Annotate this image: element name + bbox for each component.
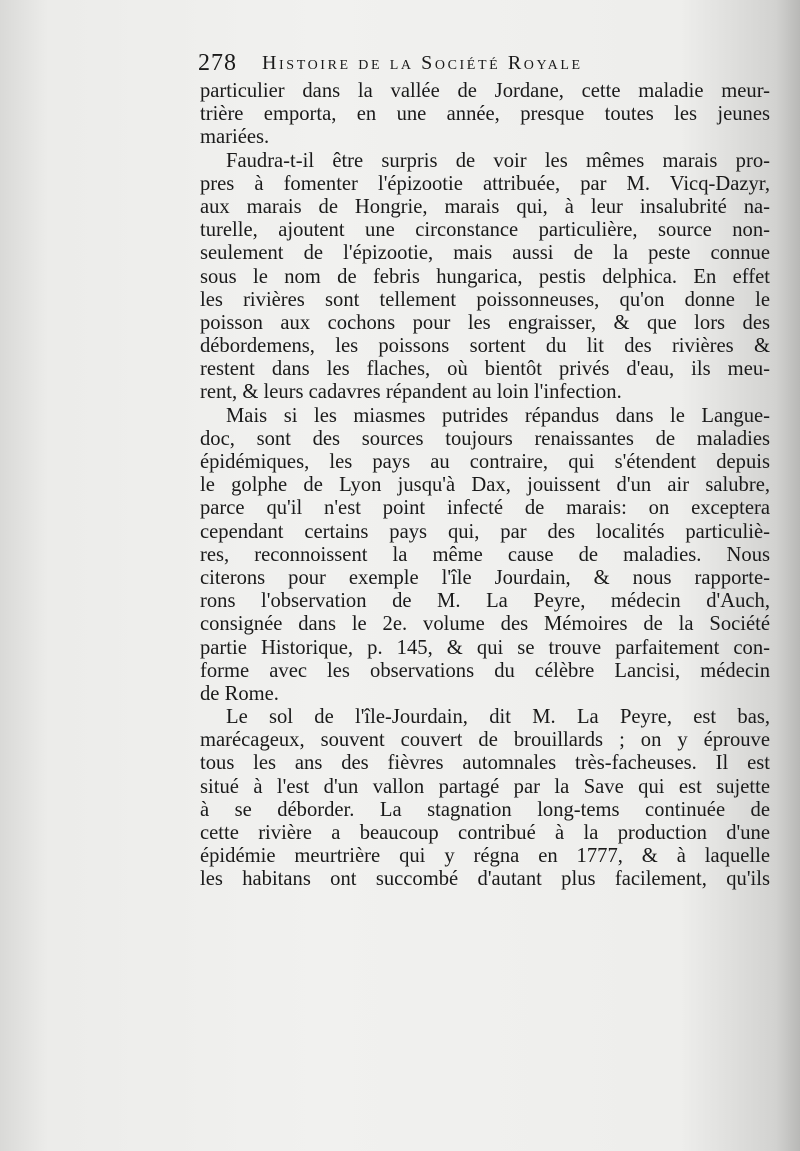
text-line: partie Historique, p. 145, & qui se trouve parfaitement con- (200, 636, 770, 659)
text-line: sous le nom de febris hungarica, pestis delphica. En effet (200, 265, 770, 288)
text-line: pres à fomenter l'épizootie attribuée, par M. Vicq-Dazyr, (200, 172, 770, 195)
text-line: cependant certains pays qui, par des localités particuliè- (200, 520, 770, 543)
text-line: res, reconnoissent la même cause de maladies. Nous (200, 543, 770, 566)
running-title: Histoire de la Société Royale (262, 52, 583, 74)
text-line: seulement de l'épizootie, mais aussi de la peste connue (200, 242, 770, 265)
page-header (198, 46, 758, 80)
paragraph-2 (200, 150, 770, 405)
text-line: à se déborder. La stagnation long-tems continuée de (200, 798, 770, 821)
text-line: marécageux, souvent couvert de brouillards ; on y éprouve (200, 729, 770, 752)
text-line: trière emporta, en une année, presque toutes les jeunes (200, 103, 770, 126)
paragraph-4 (200, 706, 770, 892)
text-line: forme avec les observations du célèbre Lancisi, médecin (200, 659, 770, 682)
paragraph-3 (200, 405, 770, 706)
text-line: Faudra-t-il être surpris de voir les mêmes marais pro- (226, 149, 770, 172)
text-line: situé à l'est d'un vallon partagé par la Save qui est sujette (200, 775, 770, 798)
text-line: aux marais de Hongrie, marais qui, à leur insalubrité na- (200, 195, 770, 218)
text-line: poisson aux cochons pour les engraisser, & que lors des (200, 311, 770, 334)
paragraph-1 (200, 80, 770, 150)
text-line: mariées. (200, 126, 270, 149)
text-line: débordemens, les poissons sortent du lit des rivières & (200, 335, 770, 358)
text-line: épidémie meurtrière qui y régna en 1777, & à laquelle (200, 845, 770, 868)
text-line: cette rivière a beaucoup contribué à la production d'une (200, 822, 770, 844)
text-line: rent, & leurs cadavres répandent au loin l'infection. (200, 381, 622, 404)
text-line: particulier dans la vallée de Jordane, cette maladie meur- (200, 80, 770, 102)
text-line: consignée dans le 2e. volume des Mémoires de la Société (200, 613, 770, 636)
text-line: les habitans ont succombé d'autant plus facilement, qu'ils (200, 868, 770, 891)
body-text (200, 80, 770, 892)
text-line: turelle, ajoutent une circonstance particulière, source non- (200, 219, 770, 242)
text-line: les rivières sont tellement poissonneuses, qu'on donne le (200, 288, 770, 311)
text-line: de Rome. (200, 682, 279, 705)
text-line: le golphe de Lyon jusqu'à Dax, jouissent d'un air salubre, (200, 474, 770, 497)
text-line: Le sol de l'île-Jourdain, dit M. La Peyre, est bas, (226, 706, 770, 729)
text-line: parce qu'il n'est point infecté de marais: on exceptera (200, 497, 770, 520)
text-line: citerons pour exemple l'île Jourdain, & nous rapporte- (200, 566, 770, 589)
text-line: tous les ans des fièvres automnales très-facheuses. Il est (200, 752, 770, 775)
text-line: épidémiques, les pays au contraire, qui s'étendent depuis (200, 451, 770, 473)
text-line: Mais si les miasmes putrides répandus dans le Langue- (226, 404, 770, 427)
page-number: 278 (198, 50, 237, 76)
text-line: rons l'observation de M. La Peyre, médecin d'Auch, (200, 590, 770, 613)
text-line: restent dans les flaches, où bientôt privés d'eau, ils meu- (200, 358, 770, 381)
text-line: doc, sont des sources toujours renaissantes de maladies (200, 427, 770, 450)
